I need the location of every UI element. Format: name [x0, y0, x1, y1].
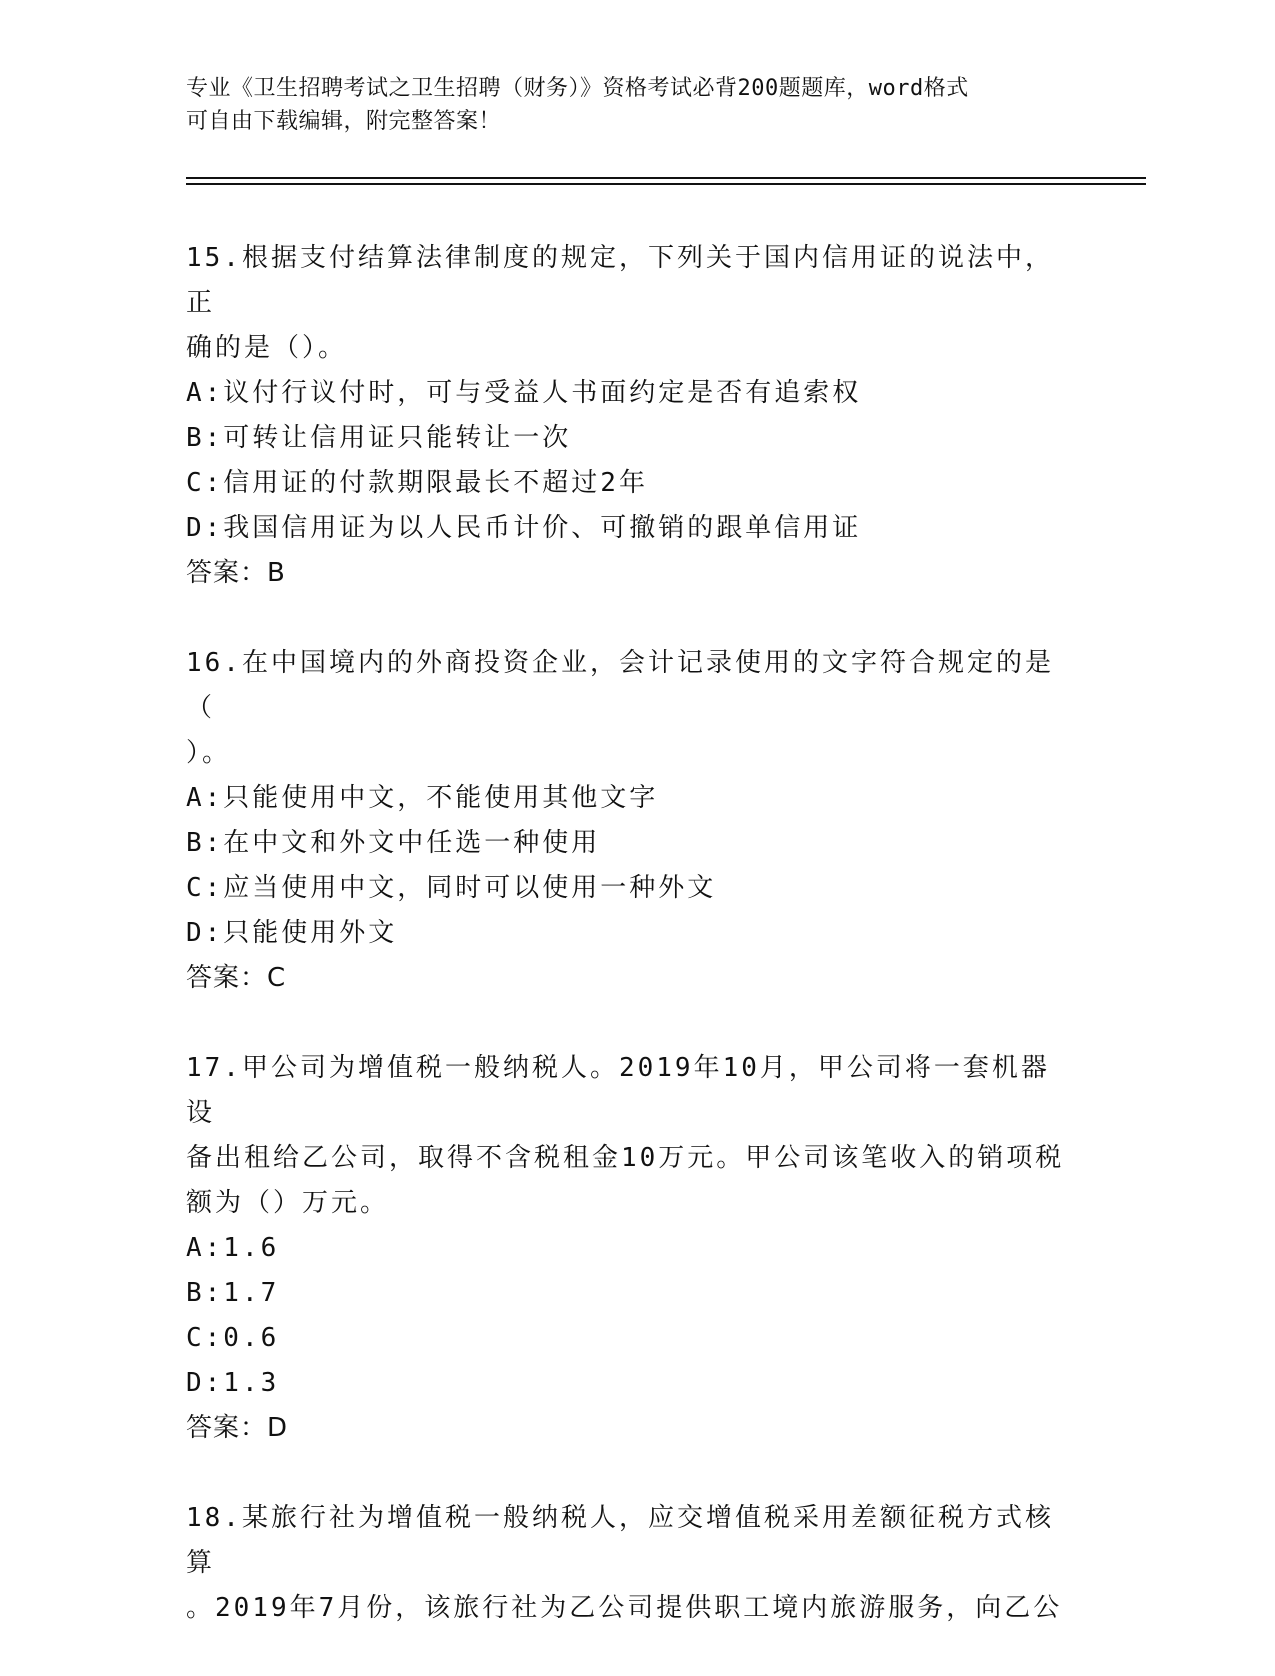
answer-option: C:信用证的付款期限最长不超过2年: [186, 468, 648, 498]
question-text: 额为（）万元。: [186, 1188, 390, 1218]
question-text: 15.根据支付结算法律制度的规定，下列关于国内信用证的说法中，正: [186, 243, 1054, 318]
question-block: [186, 1046, 1076, 1451]
question-text: 。2019年7月份，该旅行社为乙公司提供职工境内旅游服务，向乙公: [186, 1593, 1063, 1623]
document-header: [186, 72, 1066, 138]
answer-option: B:在中文和外文中任选一种使用: [186, 828, 601, 858]
answer-key: 答案：B: [186, 558, 286, 588]
question-text: 备出租给乙公司，取得不含税租金10万元。甲公司该笔收入的销项税: [186, 1143, 1065, 1173]
answer-option: D:只能使用外文: [186, 918, 398, 948]
question-text: 16.在中国境内的外商投资企业，会计记录使用的文字符合规定的是（: [186, 648, 1054, 723]
question-text: 确的是（）。: [186, 333, 348, 363]
question-block: [186, 236, 1076, 596]
answer-option: C:应当使用中文，同时可以使用一种外文: [186, 873, 717, 903]
question-block: [186, 641, 1076, 1001]
header-line-1: 专业《卫生招聘考试之卫生招聘（财务）》资格考试必背200题题库，word格式: [186, 76, 969, 101]
answer-option: A:1.6: [186, 1233, 280, 1263]
answer-key: 答案：D: [186, 1413, 289, 1443]
question-text: 18.某旅行社为增值税一般纳税人，应交增值税采用差额征税方式核算: [186, 1503, 1054, 1578]
answer-option: B:1.7: [186, 1278, 280, 1308]
answer-option: B:可转让信用证只能转让一次: [186, 423, 572, 453]
question-block: [186, 1496, 1076, 1631]
answer-option: D:我国信用证为以人民币计价、可撤销的跟单信用证: [186, 513, 862, 543]
question-text: ）。: [186, 738, 232, 768]
answer-option: C:0.6: [186, 1323, 280, 1353]
question-text: 17.甲公司为增值税一般纳税人。2019年10月，甲公司将一套机器设: [186, 1053, 1050, 1128]
header-divider-bottom: [186, 183, 1146, 185]
question-list: [186, 236, 1076, 1676]
header-line-2: 可自由下载编辑，附完整答案！: [186, 109, 502, 134]
answer-option: A:议付行议付时，可与受益人书面约定是否有追索权: [186, 378, 862, 408]
header-divider-top: [186, 177, 1146, 179]
answer-option: D:1.3: [186, 1368, 280, 1398]
answer-option: A:只能使用中文，不能使用其他文字: [186, 783, 659, 813]
answer-key: 答案：C: [186, 963, 287, 993]
